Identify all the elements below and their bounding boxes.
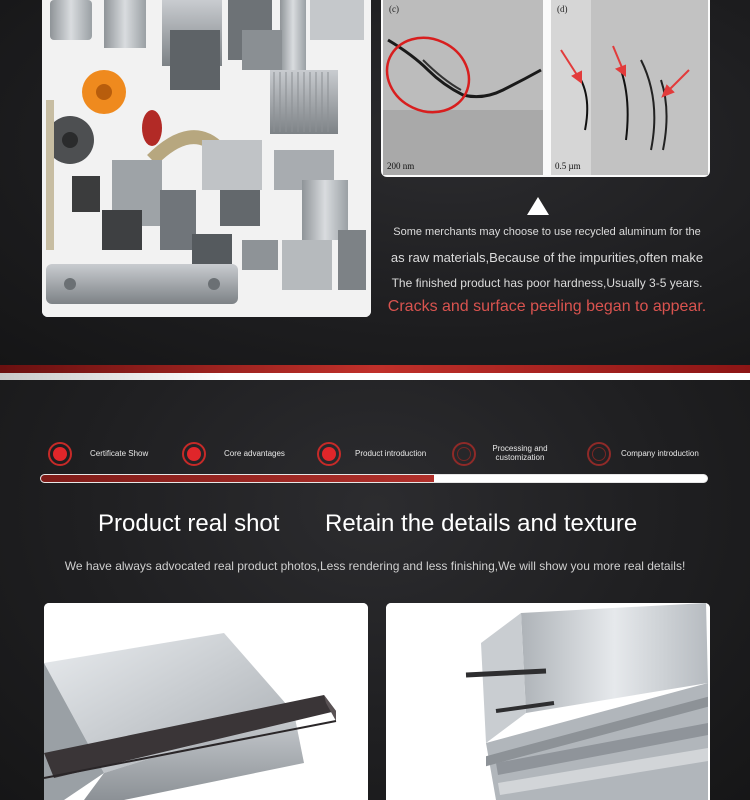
section-heading-right: Retain the details and texture xyxy=(325,510,638,537)
tab-label: Product introduction xyxy=(355,449,427,458)
tab-certificate-show[interactable] xyxy=(48,440,178,468)
recycled-aluminum-section xyxy=(0,0,750,365)
tab-label: Certificate Show xyxy=(90,449,149,458)
tab-label: Core advantages xyxy=(224,449,285,458)
tab-label: Processing and customization xyxy=(492,444,548,462)
micrograph-c-tag: (c) xyxy=(389,4,399,14)
tab-label: Company introduction xyxy=(621,449,699,458)
tab-company-introduction[interactable] xyxy=(587,440,717,468)
tab-core-advantages[interactable] xyxy=(182,440,312,468)
aluminum-parts-illustration xyxy=(42,0,371,317)
micrograph-c-scale: 200 nm xyxy=(387,161,415,171)
product-shot-left xyxy=(44,603,368,800)
warning-line-4: Cracks and surface peeling began to appear. xyxy=(387,298,707,315)
tab-processing-customization[interactable] xyxy=(452,440,582,468)
warning-line-1: Some merchants may choose to use recycled aluminum for the xyxy=(393,226,701,238)
aluminum-rail-profile-illustration xyxy=(386,603,710,800)
tab-indicator-icon xyxy=(587,442,611,466)
warning-line-3: The finished product has poor hardness,Usually 3-5 years. xyxy=(391,276,703,290)
up-arrow-icon xyxy=(527,197,549,215)
micrograph-c-illustration xyxy=(383,0,543,175)
microscopy-image-panel xyxy=(381,0,710,177)
section-subtitle: We have always advocated real product photos,Less rendering and less finishing,We will show you more real details! xyxy=(64,559,686,573)
aluminum-profile-closeup-illustration xyxy=(44,603,368,800)
tab-progress-fill xyxy=(41,475,434,482)
tab-progress-bar xyxy=(40,474,708,483)
tab-product-introduction[interactable] xyxy=(317,440,447,468)
micrograph-d xyxy=(551,0,708,175)
tab-indicator-icon xyxy=(452,442,476,466)
micrograph-d-scale: 0.5 µm xyxy=(555,161,581,171)
aluminum-parts-photo xyxy=(42,0,371,317)
product-shot-right xyxy=(386,603,710,800)
micrograph-d-illustration xyxy=(551,0,708,175)
section-heading-left: Product real shot xyxy=(98,510,280,537)
micrograph-d-tag: (d) xyxy=(557,4,568,14)
section-divider-red xyxy=(0,365,750,373)
micrograph-c xyxy=(383,0,543,175)
warning-line-2: as raw materials,Because of the impurities,often make xyxy=(390,250,704,265)
tab-indicator-icon xyxy=(317,442,341,466)
tab-indicator-icon xyxy=(182,442,206,466)
section-divider-white xyxy=(0,373,750,380)
tab-indicator-icon xyxy=(48,442,72,466)
